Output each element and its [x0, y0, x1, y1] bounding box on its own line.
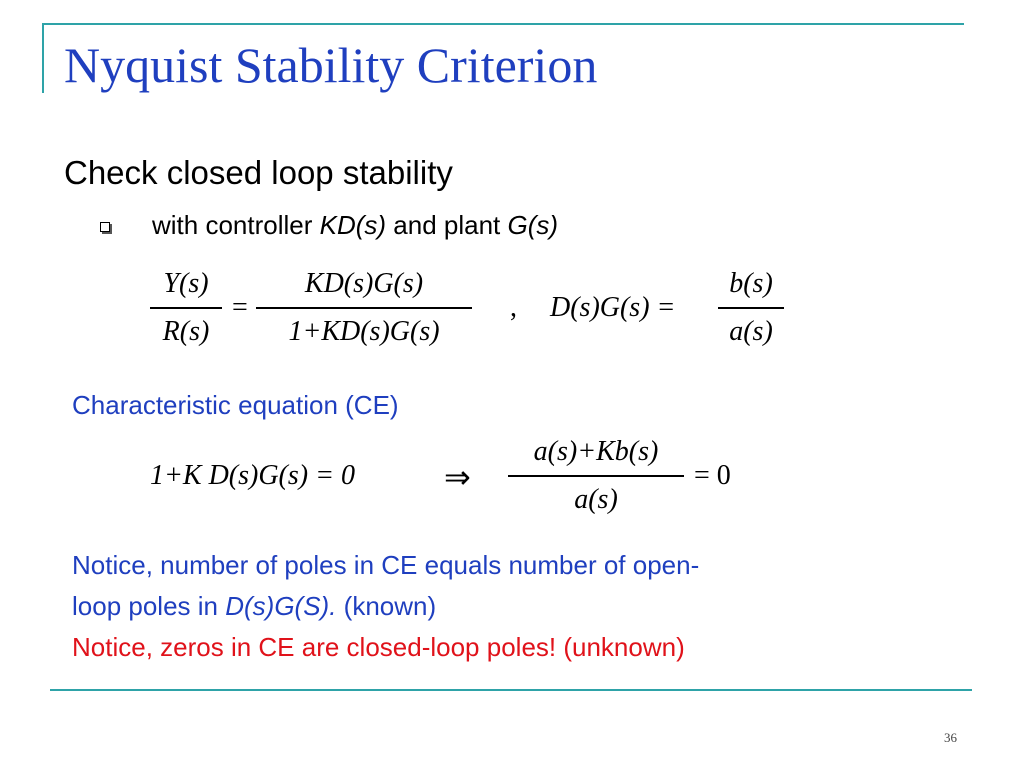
implies-arrow-icon: ⇒ [444, 459, 471, 495]
frame-top-rule [42, 23, 964, 25]
eq1-lhs-numerator: Y(s) [163, 268, 209, 299]
notice-line2-suffix: (known) [336, 591, 437, 621]
eq2-denominator: a(s) [574, 483, 618, 515]
eq1-rhs-bar [256, 307, 472, 309]
eq1-separator: , [510, 292, 517, 323]
notice-line2-prefix: loop poles in [72, 591, 226, 621]
eq1-dg-fraction [718, 270, 784, 346]
eq1-dg-lhs: D(s)G(s) = [550, 292, 676, 323]
frame-bottom-rule [50, 689, 972, 691]
eq1-rhs-denominator: 1+KD(s)G(s) [288, 315, 440, 347]
eq1-dg-denominator: a(s) [729, 315, 773, 347]
eq2-numerator: a(s)+Kb(s) [533, 436, 659, 467]
bullet-middle: and plant [386, 210, 508, 240]
eq1-dg-bar [718, 307, 784, 309]
eq1-rhs-fraction [256, 270, 472, 346]
notice-poles-line2 [72, 591, 436, 622]
eq1-equals: = [232, 292, 248, 323]
eq2-lhs: 1+K D(s)G(s) = 0 [150, 460, 355, 491]
square-bullet-icon [100, 222, 110, 232]
eq1-rhs-numerator: KD(s)G(s) [304, 268, 424, 299]
slide-title: Nyquist Stability Criterion [64, 37, 598, 93]
frame-left-rule [42, 23, 44, 93]
page-number: 36 [944, 730, 957, 745]
heading: Check closed loop stability [64, 154, 453, 191]
eq1-lhs-denominator: R(s) [162, 315, 210, 347]
bullet-text [152, 210, 558, 241]
ce-label: Characteristic equation (CE) [72, 390, 399, 420]
eq1-lhs-bar [150, 307, 222, 309]
eq2-rhs: = 0 [694, 460, 731, 491]
plant-term: G(s) [507, 210, 559, 240]
controller-term: KD(s) [319, 210, 387, 240]
notice-zeros: Notice, zeros in CE are closed-loop poles! (unknown) [72, 632, 685, 662]
bullet-prefix: with controller [152, 210, 320, 240]
eq1-lhs-fraction [150, 270, 222, 346]
eq2-fraction [508, 438, 684, 514]
notice-poles-line1: Notice, number of poles in CE equals number of open- [72, 550, 700, 580]
notice-line2-term: D(s)G(S). [225, 591, 337, 621]
eq2-bar [508, 475, 684, 477]
eq1-dg-numerator: b(s) [729, 268, 773, 299]
